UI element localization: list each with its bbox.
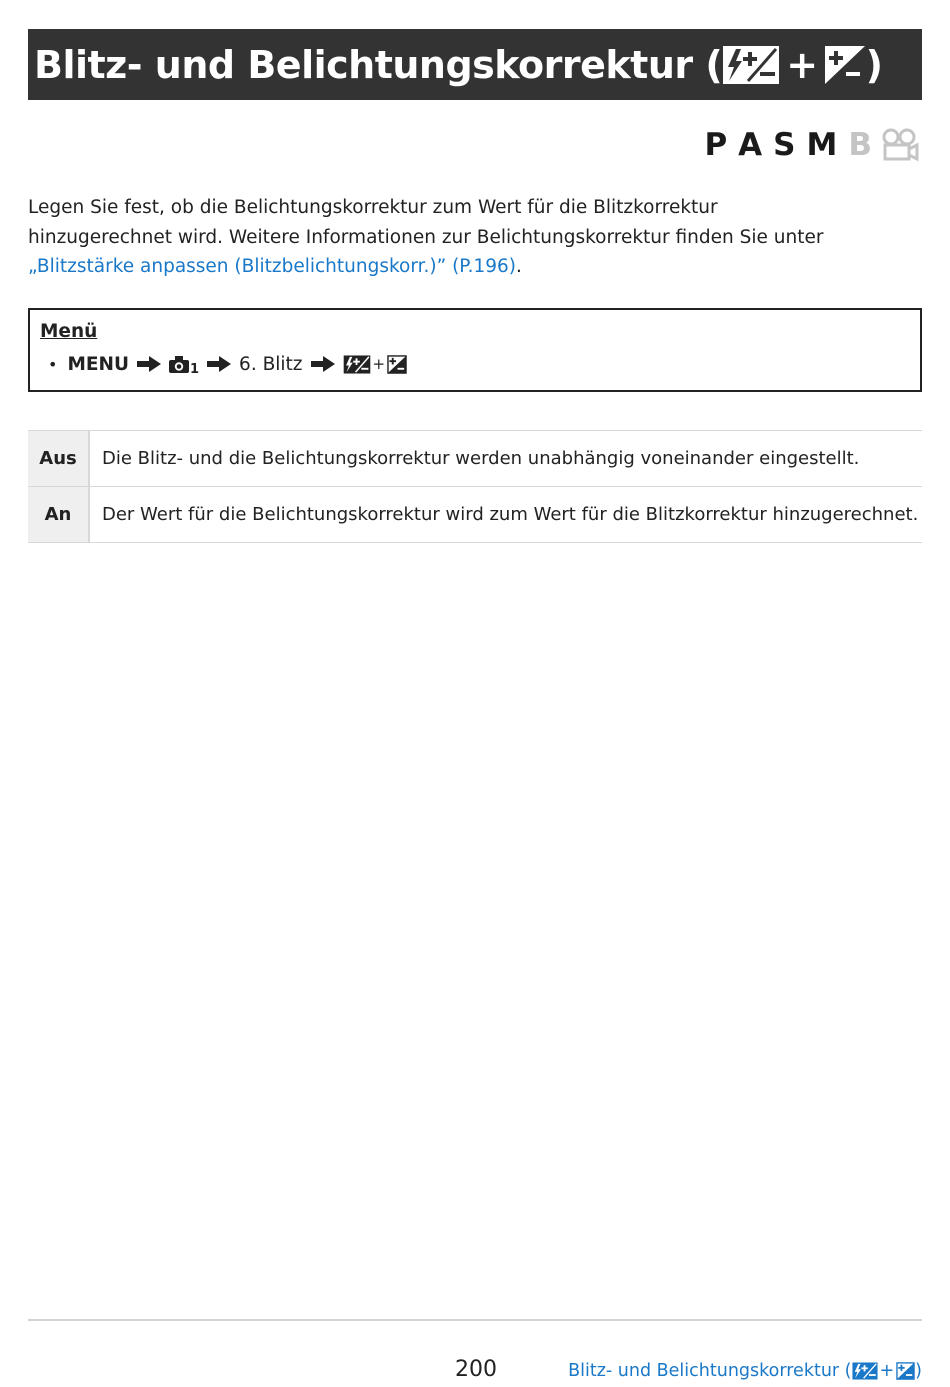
menu-box [28,308,922,392]
page-number: 200 [455,1357,497,1382]
table-row [28,431,922,487]
footer-divider [28,1319,922,1321]
intro-paragraph [28,193,858,282]
right-arrow-icon [207,355,231,373]
intro-end: . [515,256,522,277]
page-title [34,42,883,87]
exposure-compensation-icon [387,355,407,374]
menu-item-blitz: 6. Blitz [239,353,303,375]
flash-exposure-compensation-icon [343,355,371,374]
right-arrow-icon [311,355,335,373]
title-plus: + [786,42,818,87]
camera-menu-number: 1 [190,362,200,377]
menu-button-label: MENU [67,353,129,375]
page-title-text: Blitz- und Belichtungskorrektur ( [34,42,723,87]
shooting-modes [693,128,920,162]
option-key-an: An [28,487,90,542]
flash-exposure-compensation-icon [722,45,780,85]
mode-m: M [806,126,838,163]
reference-link[interactable]: „Blitzstärke anpassen (Blitzbelichtungskorr.)” (P.196) [28,256,516,277]
mode-a: A [738,126,763,163]
option-description-aus: Die Blitz- und die Belichtungskorrektur werden unabhängig voneinander eingestellt. [102,448,860,469]
menu-heading: Menü [40,321,98,342]
intro-text: Legen Sie fest, ob die Belichtungskorrektur zum Wert für die Blitzkorrektur hinzugerechnet wird. Weitere Informationen zur Belichtungskorrektur finden Sie unter [28,197,824,248]
option-description-an: Der Wert für die Belichtungskorrektur wird zum Wert für die Blitzkorrektur hinzugerechnet. [102,504,919,525]
menu-path [48,351,407,377]
mode-s: S [773,126,796,163]
footer-close-paren: ) [915,1361,922,1381]
footer-plus: + [879,1361,895,1381]
options-table [28,430,922,543]
footer-title-text: Blitz- und Belichtungskorrektur ( [568,1361,852,1381]
mode-b: B [848,126,872,163]
title-close-paren: ) [865,42,883,87]
table-row [28,487,922,543]
footer-title[interactable] [568,1361,922,1381]
exposure-compensation-icon [896,1362,915,1380]
right-arrow-icon [137,355,161,373]
flash-exposure-compensation-icon [852,1362,878,1380]
menu-plus: + [372,355,386,373]
camera-menu-icon [169,356,189,373]
exposure-compensation-icon [824,45,866,85]
mode-p: P [704,126,728,163]
title-bar [28,29,922,100]
movie-mode-icon [880,128,920,162]
bullet: • [48,354,58,374]
option-key-aus: Aus [28,431,90,486]
